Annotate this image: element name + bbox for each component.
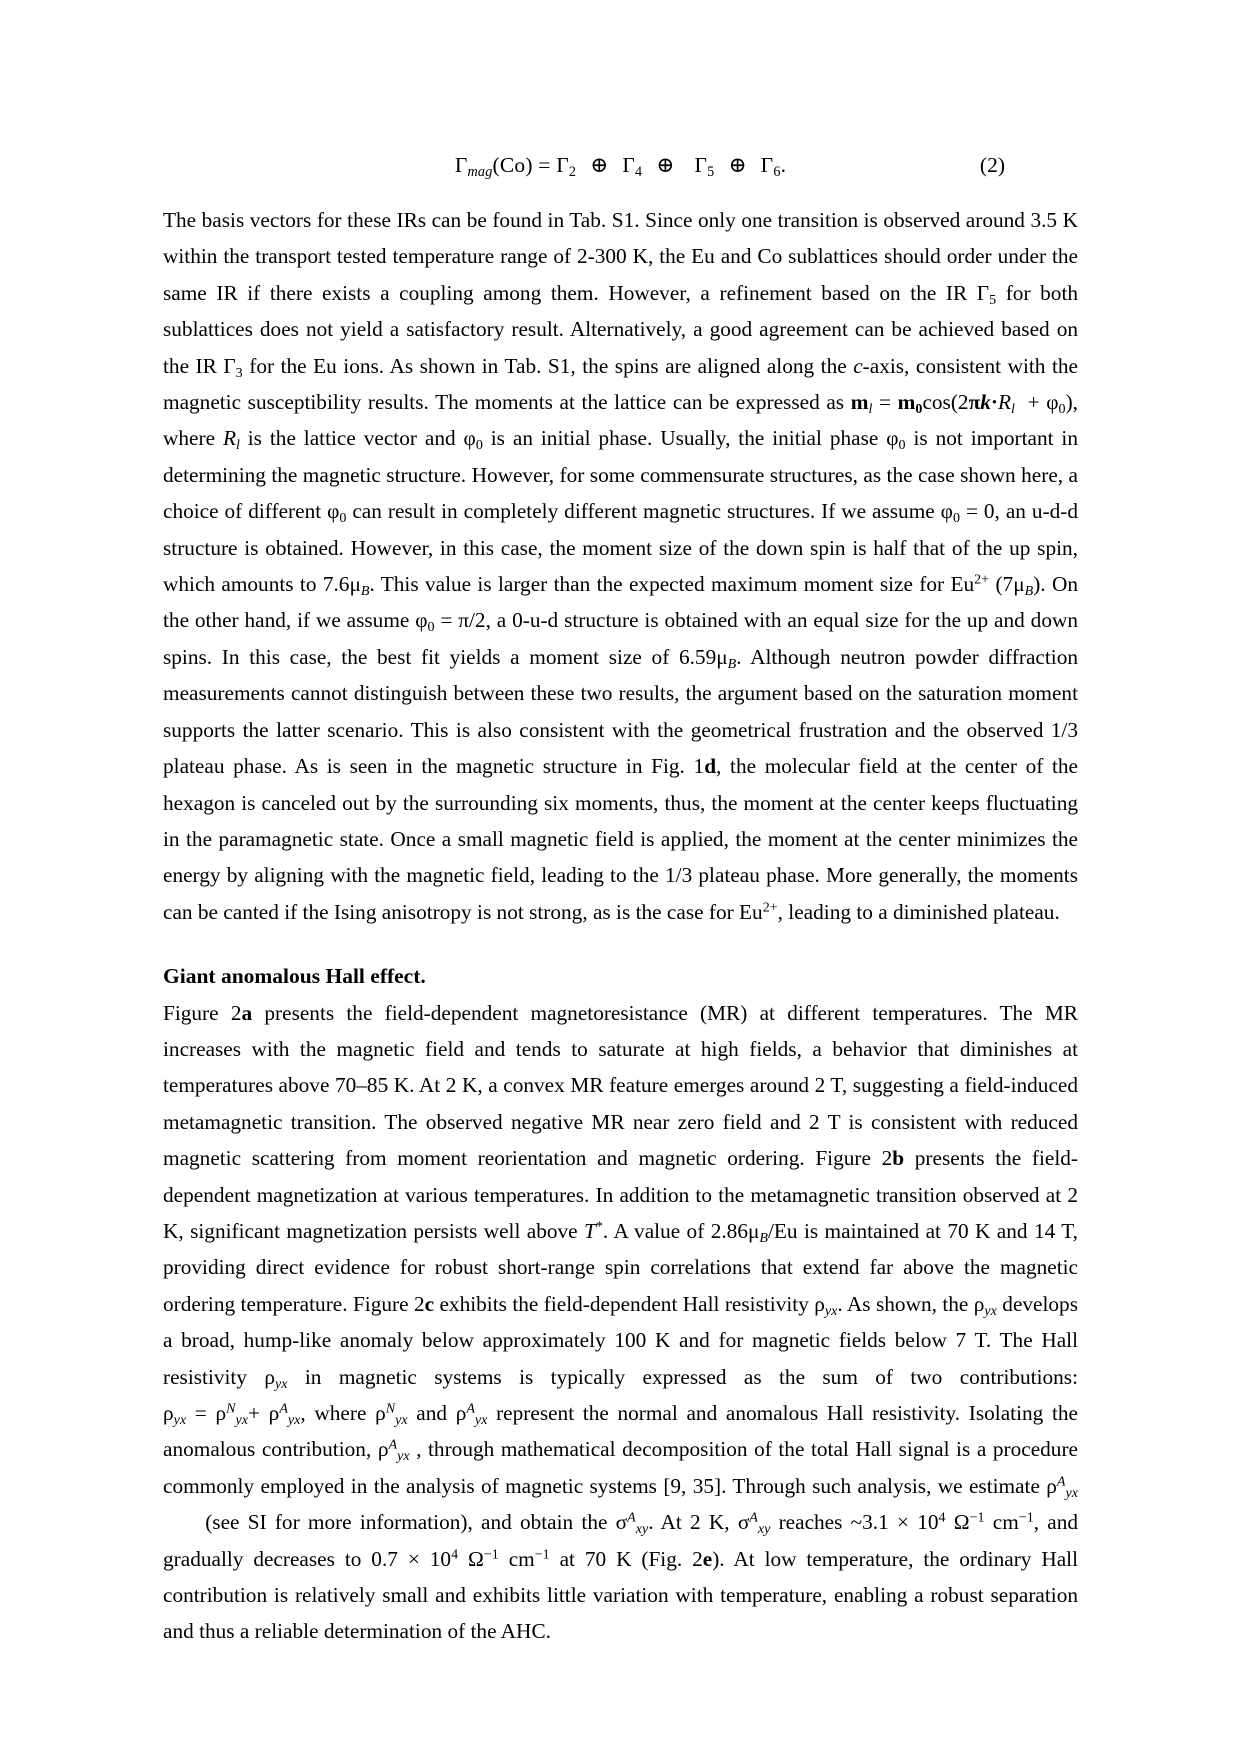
oplus-icon-2: ⊕ xyxy=(656,153,675,177)
formula-dot: · xyxy=(990,390,999,415)
p2-seg-19: cm xyxy=(984,1510,1019,1535)
p2-seg-18: Ω xyxy=(945,1510,970,1535)
p1-seg-2: for both sublattices does not yield a satisfactory result. Alternatively, a good agreement can be achieved based on the IR Γ xyxy=(163,280,1079,378)
p2-inline-equation xyxy=(163,1400,376,1428)
p2-seg-17: reaches ~3.1 × 10 xyxy=(770,1510,939,1535)
p1-seg-1: The basis vectors for these IRs can be found in Tab. S1. Since only one transition is observed around 3.5 K within the transport tested temperature range of 2-300 K, the Eu and Co sublattices should order under the same IR if there exists a coupling among them. However, a refinement based on the IR Γ xyxy=(163,208,1078,305)
p1-eu-sup-2: 2+ xyxy=(762,899,778,916)
formula-R: R xyxy=(998,390,1012,415)
p1-phi6: φ xyxy=(415,608,428,633)
equation-2-body: $\Gamma_{mag}(Co) = \Gamma_2$ ⊕ $\Gamma_4$ ⊕ $\Gamma_5$ ⊕ $\Gamma_6$. xyxy=(454,153,787,180)
formula-m-sub: l xyxy=(868,400,873,417)
gamma-6-sub: 6 xyxy=(773,163,781,180)
p1-seg-16: , the molecular field at the center of the hexagon is canceled out by the surrounding six moments, thus, the moment at the center keeps fluctuating in the paramagnetic state. Once a small magnetic field is applied, the moment at the center minimizes the energy by aligning with the magnetic field, leading to the 1/3 plateau phase. More generally, the moments can be canted if the Ising anisotropy is not strong, as is the case for Eu xyxy=(163,754,1078,924)
p2-rho1-sub: yx xyxy=(824,1302,838,1319)
formula-pi: π xyxy=(968,390,981,415)
p2-rho-A-3: ρ xyxy=(377,1437,389,1462)
p2-sigma2-sub: xy xyxy=(757,1521,771,1538)
p1-seg-6: is the lattice vector and xyxy=(239,426,464,451)
p1-phi4-sub: 0 xyxy=(339,510,347,527)
formula-phi-sub: 0 xyxy=(1058,400,1066,417)
eq-rho-N: ρ xyxy=(215,1401,227,1425)
gamma-5-sub: 5 xyxy=(707,163,715,180)
p1-seg-15: . Although neutron powder diffraction measurements cannot distinguish between these two results, the argument based on the saturation moment supports the latter scenario. This is also consistent with the geometrical frustration and the observed 1/3 plateau phase. As is seen in the magnetic structure in Fig. 1 xyxy=(163,644,1078,779)
p2-seg-23: at 70 K (Fig. 2 xyxy=(549,1546,703,1571)
p2-seg-24: ). At low temperature, the ordinary Hall contribution is relatively small and exhibits little variation with temperature, enabling a robust separation and thus a reliable determination of the AHC. xyxy=(163,1546,1079,1644)
p2-seg-3: presents the field-dependent magnetization at various temperatures. In addition to the metamagnetic transition observed at 2 K, significant magnetization persists well above xyxy=(163,1146,1078,1243)
p1-inline-formula xyxy=(850,390,1073,417)
p1-R2: R xyxy=(222,426,236,451)
p2-rho3: ρ xyxy=(264,1364,276,1389)
p1-phi4: φ xyxy=(327,499,340,524)
p2-sigma1: σ xyxy=(615,1510,628,1535)
p2-mu1: μ xyxy=(747,1218,760,1243)
gamma-2-sub: 2 xyxy=(568,163,577,180)
p2-exp-neg1a: −1 xyxy=(969,1509,985,1526)
p1-seg-13: ). On the other hand, if we assume xyxy=(163,572,1078,633)
p2-rho-N-2: ρ xyxy=(375,1401,386,1425)
p1-seg-5: , where xyxy=(163,390,1078,451)
p2-sigma2: σ xyxy=(737,1510,750,1535)
p2-fig2b: b xyxy=(892,1146,905,1171)
paragraph-anomalous-hall xyxy=(163,995,1078,1650)
p2-exp-neg1b: −1 xyxy=(1018,1509,1034,1526)
eq-inline-equals: = xyxy=(186,1401,216,1425)
formula-equals: = xyxy=(872,390,898,415)
p2-mu1-sub: B xyxy=(759,1229,768,1246)
p1-phi5: φ xyxy=(940,499,953,524)
p1-phi3-sub: 0 xyxy=(898,437,906,454)
formula-R-sub: l xyxy=(1011,400,1015,417)
p1-seg-14: = π/2, a 0-u-d structure is obtained with an equal size for the up and down spins. In this case, the best fit yields a moment size of 6.59 xyxy=(163,608,1078,669)
formula-plus: + xyxy=(1020,390,1047,415)
p1-mu1-sub: B xyxy=(360,582,370,599)
p2-exp-neg1c: −1 xyxy=(483,1546,499,1563)
eq-rho-N-sub: yx xyxy=(235,1411,248,1428)
p1-R2-sub: l xyxy=(235,437,240,454)
p2-rho-N-2-sup: N xyxy=(385,1400,396,1417)
gamma-4-sub: 4 xyxy=(635,163,643,180)
p1-mu1: μ xyxy=(349,572,361,597)
p1-seg-3: for the Eu ions. As shown in Tab. S1, the spins are aligned along the xyxy=(242,353,854,378)
eq-rho-N-sup: N xyxy=(226,1400,236,1417)
eq-rho-A-sub: yx xyxy=(287,1411,301,1428)
p1-seg-12: (7 xyxy=(989,572,1014,597)
p2-exp-neg1d: −1 xyxy=(534,1546,550,1563)
formula-cos: cos(2 xyxy=(922,390,969,415)
p1-seg-7: is an initial phase. Usually, the initial phase xyxy=(482,426,887,451)
p1-phi2: φ xyxy=(463,426,476,451)
p2-seg-4: . A value of 2.86 xyxy=(602,1218,748,1243)
p2-T-star-sup: * xyxy=(595,1218,603,1235)
p2-seg-11: and xyxy=(407,1401,456,1425)
p2-sigma2-sup: A xyxy=(749,1509,758,1526)
p1-seg-9: can result in completely different magnetic structures. If we assume xyxy=(346,499,941,524)
p2-rho-A-2-sup: A xyxy=(466,1400,475,1417)
p2-seg-2: presents the field-dependent magnetoresistance (MR) at different temperatures. The MR increases with the magnetic field and tends to saturate at high fields, a behavior that diminishes at temperatures above 70–85 K. At 2 K, a convex MR feature emerges around 2 T, suggesting a field-induced metamagnetic transition. The observed negative MR near zero field and 2 T is consistent with reduced magnetic scattering from moment reorientation and magnetic ordering. Figure 2 xyxy=(163,1000,1078,1171)
eq-rho-A-sup: A xyxy=(279,1400,288,1417)
p1-phi2-sub: 0 xyxy=(475,437,483,454)
p1-c-axis: c xyxy=(853,353,863,378)
display-equation-2 xyxy=(163,150,1078,180)
equation-number: (2) xyxy=(979,153,1005,177)
p2-seg-8: develops a broad, hump-like anomaly below approximately 100 K and for magnetic fields below 7 T. The Hall resistivity xyxy=(163,1291,1078,1389)
p2-rho2: ρ xyxy=(973,1291,985,1316)
gamma-mag-symbol: $\Gamma_{mag}$ xyxy=(454,153,493,180)
oplus-icon-1: ⊕ xyxy=(590,153,609,177)
p2-seg-5: /Eu is maintained at 70 K and 14 T, providing direct evidence for robust short-range spin correlations that extend far above the magnetic ordering temperature. Figure 2 xyxy=(163,1218,1078,1316)
p2-seg-1: Figure 2 xyxy=(163,1000,242,1025)
p1-phi3: φ xyxy=(886,426,899,451)
p1-seg-11: . This value is larger than the expected maximum moment size for Eu xyxy=(369,572,975,597)
p2-rho-A-3-sup: A xyxy=(388,1437,398,1454)
p2-seg-14: , through mathematical decomposition of the total Hall signal is a procedure commonly employed in the analysis of magnetic systems [9, 35]. Through such analysis, we estimate xyxy=(163,1437,1078,1498)
eq-rho-lhs-sub: yx xyxy=(173,1411,187,1428)
p1-seg-17: , leading to a diminished plateau. xyxy=(777,899,1060,924)
eq-inline-comma: , where xyxy=(300,1401,376,1425)
eq-rho-lhs: ρ xyxy=(163,1401,174,1425)
p2-exp-4a: 4 xyxy=(938,1509,946,1526)
p2-fig2c: c xyxy=(424,1291,435,1316)
equation-period: . xyxy=(780,153,787,177)
p2-rho2-sub: yx xyxy=(984,1302,997,1319)
p2-seg-7: . As shown, the xyxy=(837,1291,974,1316)
paragraph-magnetic-structure xyxy=(163,202,1078,930)
p1-seg-4: -axis, consistent with the magnetic susceptibility results. The moments at the lattice can be expressed as xyxy=(163,353,1078,415)
equation-equals: = xyxy=(532,153,557,177)
p1-seg-10: = 0, an u-d-d structure is obtained. However, in this case, the moment size of the down spin is half that of the up spin, which amounts to 7.6 xyxy=(163,499,1078,597)
p2-rho-A-3-sub: yx xyxy=(397,1448,410,1465)
p2-seg-15: (see SI for more information), and obtain the xyxy=(197,1510,616,1535)
p2-seg-21: Ω xyxy=(458,1546,484,1571)
equation-lhs-arg: (Co) xyxy=(492,153,533,177)
p2-seg-13: represent the normal and anomalous Hall resistivity. Isolating the anomalous contribution, xyxy=(163,1401,1078,1462)
p2-seg-9: in magnetic systems is typically expressed as the sum of two contributions: xyxy=(287,1364,1079,1389)
p1-seg-8: is not important in determining the magnetic structure. However, for some commensurate structures, as the case shown here, a choice of different xyxy=(163,426,1078,524)
eq-rho-A: ρ xyxy=(268,1401,280,1425)
page-content xyxy=(163,150,1078,1650)
p2-rho-A-2: ρ xyxy=(455,1401,467,1425)
p2-rho3-sub: yx xyxy=(275,1375,288,1392)
p1-mu3-sub: B xyxy=(727,655,737,672)
formula-m0-sub: 0 xyxy=(915,400,923,417)
formula-close: ) xyxy=(1065,390,1073,415)
formula-phi: φ xyxy=(1046,390,1059,415)
formula-m0: m xyxy=(897,390,916,415)
p1-fig1d: d xyxy=(704,754,717,779)
p2-rho1: ρ xyxy=(814,1291,825,1316)
oplus-icon-3: ⊕ xyxy=(728,153,747,177)
p2-rho-A-4: ρ xyxy=(1046,1473,1057,1498)
p2-seg-6: exhibits the field-dependent Hall resistivity xyxy=(434,1291,815,1316)
p2-seg-22: cm xyxy=(498,1546,535,1571)
p2-rho-N-2-sub: yx xyxy=(395,1411,408,1428)
p2-sigma1-sub: xy xyxy=(635,1521,649,1538)
p2-T-star: T xyxy=(584,1218,596,1243)
p1-gamma5-sub: 5 xyxy=(989,291,997,308)
formula-k: k xyxy=(980,390,991,415)
p1-mu2: μ xyxy=(1013,572,1025,597)
eq-inline-plus: + xyxy=(247,1401,269,1425)
p2-seg-16: . At 2 K, xyxy=(648,1510,738,1535)
p2-fig2e: e xyxy=(702,1546,713,1571)
p1-mu3: μ xyxy=(716,644,728,669)
p1-gamma3-sub: 3 xyxy=(235,364,243,381)
p2-exp-4b: 4 xyxy=(451,1546,459,1563)
p2-rho-A-4-sub: yx xyxy=(1065,1484,1078,1501)
section-heading-giant-anomalous-hall-effect: Giant anomalous Hall effect. xyxy=(163,964,426,989)
gamma-mag-subscript: mag xyxy=(467,163,493,180)
p2-rho-A-2-sub: yx xyxy=(474,1411,488,1428)
p2-fig2a: a xyxy=(241,1000,253,1025)
p1-eu-sup-1: 2+ xyxy=(974,571,990,588)
p1-phi6-sub: 0 xyxy=(427,619,435,636)
formula-m: m xyxy=(850,390,869,415)
p2-rho-A-4-sup: A xyxy=(1056,1473,1066,1490)
p2-sigma1-sup: A xyxy=(627,1509,636,1526)
p2-seg-20: , and gradually decreases to 0.7 × 10 xyxy=(163,1510,1078,1571)
p1-phi5-sub: 0 xyxy=(952,510,960,527)
p1-mu2-sub: B xyxy=(1024,582,1034,599)
